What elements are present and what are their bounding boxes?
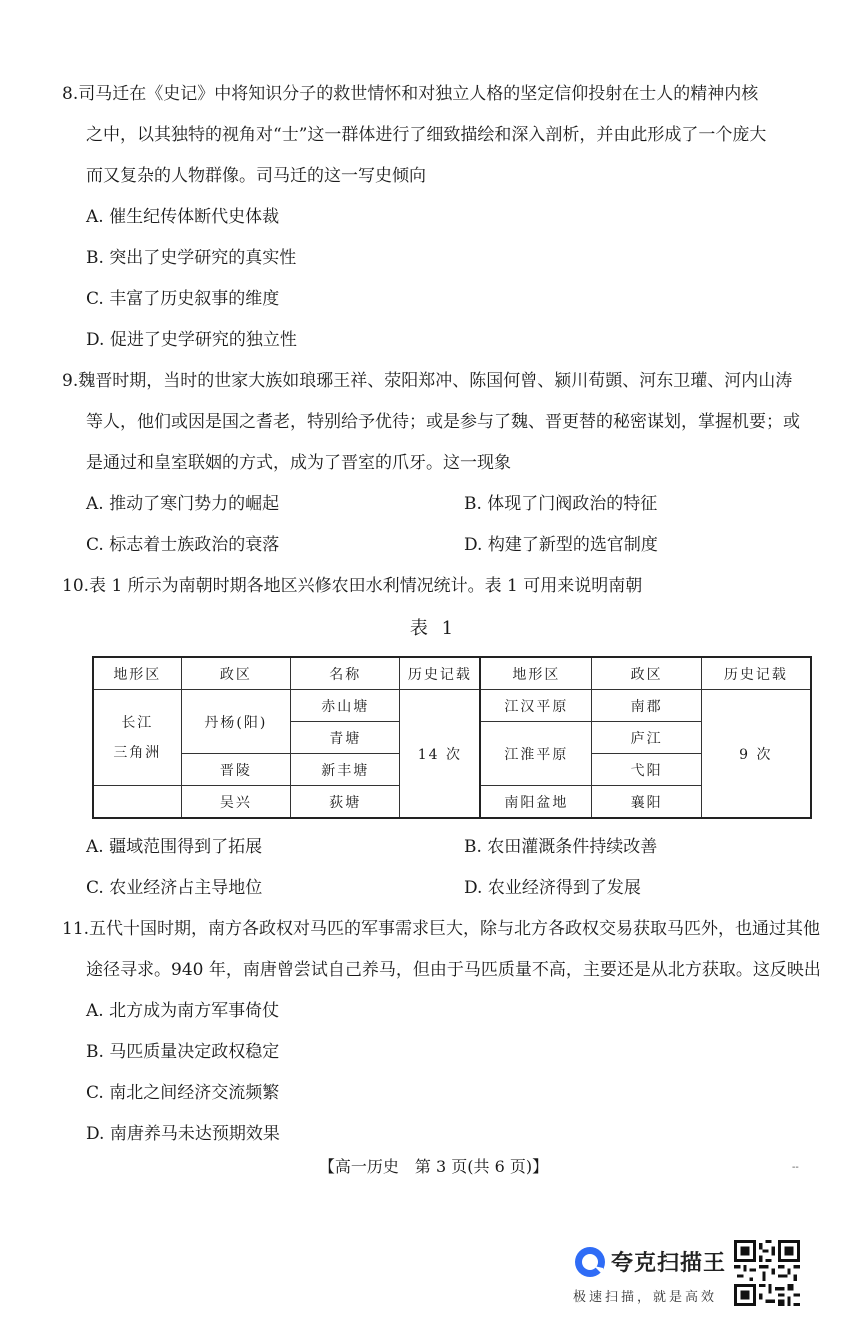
q11-option-a: A. 北方成为南方军事倚仗 bbox=[86, 1001, 280, 1021]
district-wuxing: 吴兴 bbox=[181, 786, 291, 819]
th-terrain-2: 地形区 bbox=[480, 657, 592, 690]
th-district-2: 政区 bbox=[592, 657, 701, 690]
region-nanyang: 南阳盆地 bbox=[480, 786, 592, 819]
region-jianghuai: 江淮平原 bbox=[480, 722, 592, 786]
left-count: 14 次 bbox=[400, 690, 480, 819]
page-footer: 【高一历史 第 3 页(共 6 页)】 bbox=[318, 1157, 549, 1176]
q8-stem-line-2: 之中，以其独特的视角对“士”这一群体进行了细致描绘和深入剖析，并由此形成了一个庞大 bbox=[86, 125, 767, 145]
region-jianghan: 江汉平原 bbox=[480, 690, 592, 722]
q9-option-c: C. 标志着士族政治的衰落 bbox=[86, 535, 280, 555]
q11-stem-line-2: 途径寻求。940 年，南唐曾尝试自己养马，但由于马匹质量不高，主要还是从北方获取。这反映出 bbox=[86, 960, 821, 980]
brand-name: 夸克扫描王 bbox=[611, 1251, 727, 1276]
name-ditang: 荻塘 bbox=[291, 786, 400, 819]
q9-option-d: D. 构建了新型的选官制度 bbox=[464, 535, 658, 555]
th-district: 政区 bbox=[181, 657, 291, 690]
table-header-row bbox=[93, 657, 811, 690]
q9-stem-line-2: 等人，他们或因是国之耆老，特别给予优待；或是参与了魏、晋更替的秘密谋划，掌握机要；或 bbox=[86, 412, 800, 432]
region-line-2: 三角洲 bbox=[113, 744, 162, 761]
q11-stem-line-1: 11.五代十国时期，南方各政权对马匹的军事需求巨大，除与北方各政权交易获取马匹外，也通过其他 bbox=[62, 919, 821, 939]
q11-option-b: B. 马匹质量决定政权稳定 bbox=[86, 1042, 280, 1062]
district-xiangyang: 襄阳 bbox=[592, 786, 701, 819]
scanner-watermark bbox=[569, 1238, 739, 1308]
q9-stem-line-3: 是通过和皇室联姻的方式，成为了晋室的爪牙。这一现象 bbox=[86, 453, 511, 473]
q8-stem-line-1: 8.司马迁在《史记》中将知识分子的救世情怀和对独立人格的坚定信仰投射在士人的精神内核 bbox=[62, 84, 759, 104]
q9-stem-line-1: 9.魏晋时期，当时的世家大族如琅琊王祥、荥阳郑冲、陈国何曾、颍川荀顗、河东卫瓘、河内山涛 bbox=[62, 371, 793, 391]
quark-logo-icon bbox=[572, 1244, 608, 1280]
irrigation-table bbox=[92, 656, 812, 819]
region-changjiang bbox=[93, 690, 181, 786]
q10-option-a: A. 疆域范围得到了拓展 bbox=[86, 837, 263, 857]
th-record-2: 历史记载 bbox=[701, 657, 811, 690]
q11-option-c: C. 南北之间经济交流频繁 bbox=[86, 1083, 280, 1103]
name-qingtang: 青塘 bbox=[291, 722, 400, 754]
q10-option-d: D. 农业经济得到了发展 bbox=[464, 878, 641, 898]
name-chishantang: 赤山塘 bbox=[291, 690, 400, 722]
th-record: 历史记载 bbox=[400, 657, 480, 690]
table-row bbox=[93, 690, 811, 722]
brand-slogan: 极速扫描，就是高效 bbox=[573, 1290, 718, 1305]
q9-option-a: A. 推动了寒门势力的崛起 bbox=[86, 494, 280, 514]
q8-option-a: A. 催生纪传体断代史体裁 bbox=[86, 207, 280, 227]
name-xinfengtang: 新丰塘 bbox=[291, 754, 400, 786]
district-nanjun: 南郡 bbox=[592, 690, 701, 722]
district-jinling: 晋陵 bbox=[181, 754, 291, 786]
region-line-1: 长江 bbox=[121, 714, 154, 731]
q9-option-b: B. 体现了门阀政治的特征 bbox=[464, 494, 658, 514]
qr-code-icon bbox=[734, 1240, 800, 1306]
q10-option-c: C. 农业经济占主导地位 bbox=[86, 878, 263, 898]
q8-option-b: B. 突出了史学研究的真实性 bbox=[86, 248, 297, 268]
region-empty bbox=[93, 786, 181, 819]
right-count: 9 次 bbox=[701, 690, 811, 819]
district-lujiang: 庐江 bbox=[592, 722, 701, 754]
table-title: 表 1 bbox=[409, 618, 458, 639]
scan-mark: -- bbox=[792, 1162, 799, 1173]
district-yiyang: 弋阳 bbox=[592, 754, 701, 786]
th-terrain: 地形区 bbox=[93, 657, 181, 690]
q8-option-c: C. 丰富了历史叙事的维度 bbox=[86, 289, 280, 309]
th-name: 名称 bbox=[291, 657, 400, 690]
q8-option-d: D. 促进了史学研究的独立性 bbox=[86, 330, 297, 350]
district-danyang: 丹杨(阳) bbox=[181, 690, 291, 754]
q10-stem-line-1: 10.表 1 所示为南朝时期各地区兴修农田水利情况统计。表 1 可用来说明南朝 bbox=[62, 576, 643, 596]
q8-stem-line-3: 而又复杂的人物群像。司马迁的这一写史倾向 bbox=[86, 166, 426, 186]
q11-option-d: D. 南唐养马未达预期效果 bbox=[86, 1124, 280, 1144]
q10-option-b: B. 农田灌溉条件持续改善 bbox=[464, 837, 658, 857]
